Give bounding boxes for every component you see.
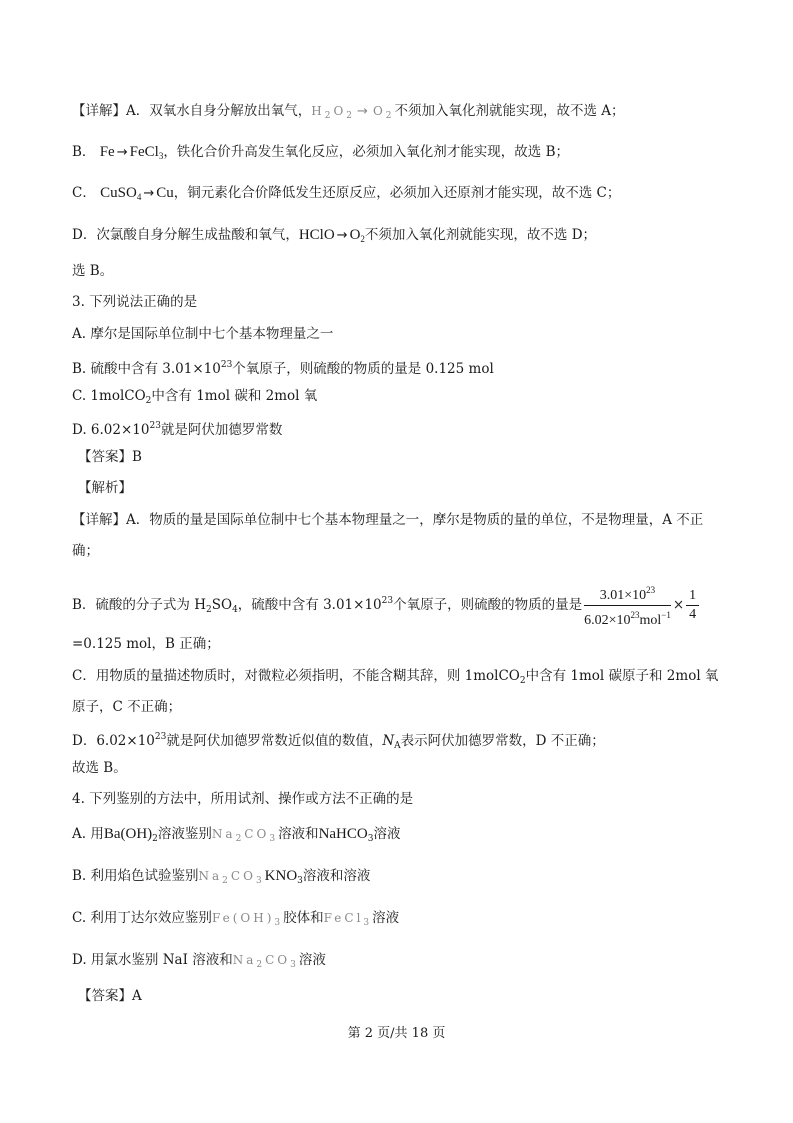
formula-o2: $O_2$ (372, 104, 395, 121)
question-3-title: 3. 下列说法正确的是 (72, 294, 198, 310)
detail-line-d: D．$6.02\times 10^{23}$就是阿伏加德罗常数近似值的数值，$N_A$表示阿伏加德罗常数，D 不正确； (72, 732, 605, 751)
q4-option-a: A. 用$Ba(OH)_2$溶液鉴别$Na_2CO_3$溶液和NaHCO$_3$溶液 (72, 826, 401, 844)
formula-h2o2: $H_2O_2$ (311, 104, 356, 121)
answer-label: 【答案】B (78, 449, 142, 465)
text: 不须加入氧化剂就能实现，故不选 A； (394, 103, 625, 119)
explanation-line-c (72, 183, 620, 207)
fraction-quarter: $\frac{1}{4}$ (686, 587, 699, 624)
label: B． (72, 144, 96, 160)
q4-answer: 【答案】A (78, 988, 142, 1004)
option-b: B. 硫酸中含有 $3.01\times 10^{23}$个氧原子，则硫酸的物质的量是 0.125 mol (72, 360, 494, 377)
detail-line-a: 【详解】A．物质的量是国际单位制中七个基本物理量之一，摩尔是物质的量的单位，不是物理量，A 不正 (72, 512, 704, 528)
detail-conclusion: 故选 B。 (72, 760, 127, 776)
equation-cuso4-cu: CuSO$_4$ → Cu (100, 185, 174, 202)
detail-line-a-cont: 确； (72, 543, 99, 559)
option-a: A. 摩尔是国际单位制中七个基本物理量之一 (72, 326, 334, 342)
q4-option-b: B. 利用焰色试验鉴别$Na_2CO_3KNO_3$溶液和溶液 (72, 868, 371, 886)
detail-line-c: C．用物质的量描述物质时，对微粒必须指明，不能含糊其辞，则 1molCO$_2$中含有 1mol 碳原子和 2mol 氧 (72, 668, 719, 686)
text: 不须加入氧化剂就能实现，故不选 D； (364, 227, 597, 243)
detail-line-b-result: =0.125 mol，B 正确； (72, 636, 220, 652)
text: ，铜元素化合价降低发生还原反应，必须加入还原剂才能实现，故不选 C； (173, 185, 621, 201)
explanation-line-d (72, 225, 596, 249)
text: ，铁化合价升高发生氧化反应，必须加入氧化剂才能实现，故选 B； (163, 144, 570, 160)
conclusion: 选 B。 (72, 263, 114, 279)
text: 【详解】A．双氧水自身分解放出氧气， (72, 103, 312, 119)
label: D．次氯酸自身分解生成盐酸和氧气， (72, 227, 299, 243)
question-4-title: 4. 下列鉴别的方法中，所用试剂、操作或方法不正确的是 (72, 791, 414, 807)
explanation-line-a (72, 101, 625, 126)
equation-hclo-o2: HClO → $O_2$ (298, 227, 365, 244)
fraction-formula: $\frac{3.01\times 10^{23}}{6.02\times 10^{23}mol^{-1}}$ (584, 581, 671, 630)
times-sign: × (672, 597, 685, 613)
detail-line-c-cont: 原子，C 不正确； (72, 699, 182, 715)
arrow-icon: → (357, 104, 371, 119)
q4-option-c: C. 利用丁达尔效应鉴别$Fe(OH)_3$胶体和FeCl$_3$溶液 (72, 910, 400, 928)
explanation-line-b (72, 142, 569, 166)
option-d: D. $6.02\times 10^{23}$就是阿伏加德罗常数 (72, 421, 283, 438)
label: C． (72, 185, 96, 201)
analysis-label: 【解析】 (78, 480, 132, 496)
option-c: C. 1molCO$_2$中含有 1mol 碳和 2mol 氧 (72, 388, 318, 406)
detail-line-b: B．硫酸的分子式为 $H_2SO_4$，硫酸中含有 $3.01\times 10^{23}$个氧原子，则硫酸的物质的量是 $\frac{3.01\times 10^{23}}{6.02\times 10^{23}mol^{-1}}$ × $\frac{1}{4}$ (72, 581, 701, 630)
q4-option-d: D. 用氯水鉴别 NaI 溶液和$Na_2CO_3$溶液 (72, 952, 326, 970)
page-footer: 第 2 页/共 18 页 (347, 1026, 446, 1041)
equation-fe-fecl3: Fe → FeCl$_3$ (99, 144, 164, 161)
